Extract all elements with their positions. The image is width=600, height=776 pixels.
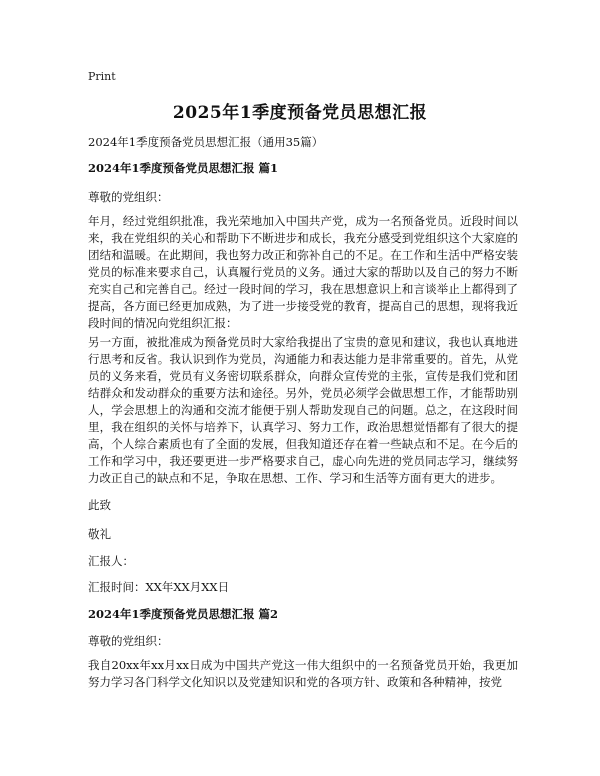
report-time-line: 汇报时间：XX年XX月XX日	[88, 580, 230, 594]
salutation: 尊敬的党组织：	[88, 634, 169, 648]
salutation: 尊敬的党组织：	[88, 190, 169, 204]
paragraph: 我自20xx年xx月xx日成为中国共产党这一伟大组织中的一名预备党员开始，我更加努力学习各门科学文化知识以及党建知识和党的各项方针、政策和各种精神，按党	[88, 658, 518, 689]
document-subtitle: 2024年1季度预备党员思想汇报（通用35篇）	[88, 135, 324, 149]
section-heading: 2024年1季度预备党员思想汇报 篇1	[88, 161, 279, 175]
paragraph: 年月，经过党组织批准，我光荣地加入中国共产党，成为一名预备党员。近段时间以来，我在党组织的关心和帮助下不断进步和成长，我充分感受到党组织这个大家庭的团结和温暖。在此期间，我也努力改正和弥补自己的不足。在工作和生活中严格安装党员的标准来要求自己，认真履行党员的义务。通过大家的帮助以及自己的努力不断充实自己和完善自己。经过一段时间的学习，我在思想意识上和言谈举止上都得到了提高，各方面已经更加成熟，为了进一步接受党的教育，提高自己的思想，现将我近段时间的情况向党组织汇报：	[88, 214, 518, 330]
print-label: Print	[88, 70, 116, 83]
closing-line: 此致	[88, 498, 111, 512]
paragraph: 另一方面，被批准成为预备党员时大家给我提出了宝贵的意见和建议，我也认真地进行思考和反省。我认识到作为党员，沟通能力和表达能力是非常重要的。首先，从党员的义务来看，党员有义务密切联系群众，向群众宣传党的主张，宣传是我们党和团结群众和发动群众的重要方法和途径。另外，党员必须学会做思想工作，才能帮助别人，学会思想上的沟通和交流才能便于别人帮助发现自己的问题。总之，在这段时间里，我在组织的关怀与培养下，认真学习、努力工作，政治思想觉悟都有了很大的提高，个人综合素质也有了全面的发展，但我知道还存在着一些缺点和不足。在今后的工作和学习中，我还要更进一步严格要求自己，虚心向先进的党员同志学习，继续努力改正自己的缺点和不足，争取在思想、工作、学习和生活等方面有更大的进步。	[88, 335, 518, 485]
reporter-line: 汇报人：	[88, 554, 134, 568]
closing-line: 敬礼	[88, 527, 111, 541]
document-title: 2025年1季度预备党员思想汇报	[172, 103, 428, 123]
section-heading: 2024年1季度预备党员思想汇报 篇2	[88, 607, 279, 621]
